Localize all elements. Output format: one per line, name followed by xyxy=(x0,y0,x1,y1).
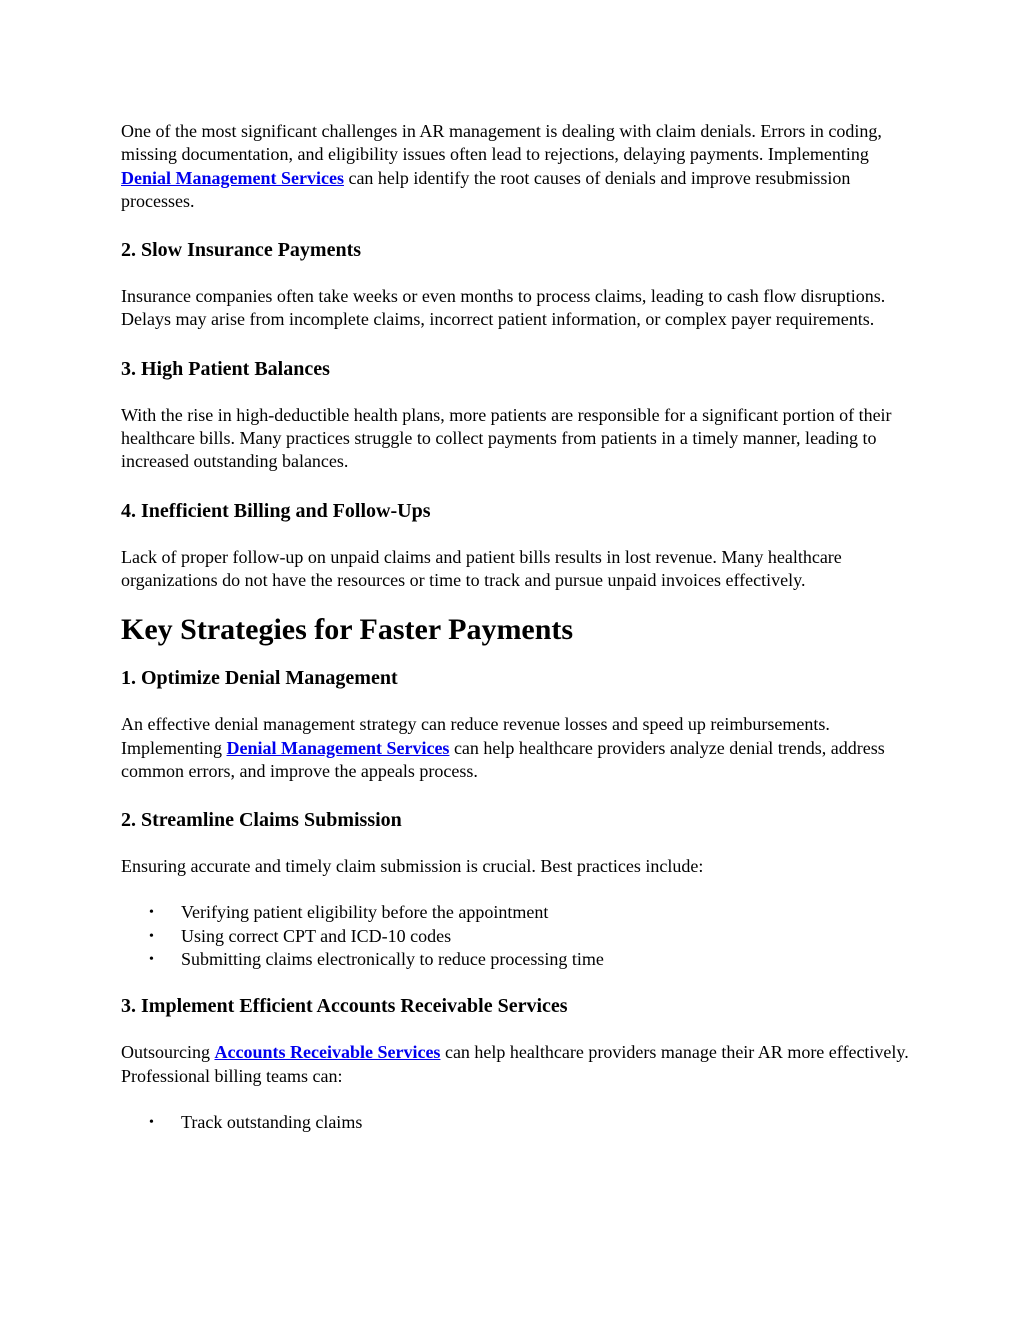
bullet-icon: • xyxy=(149,905,154,921)
strategy-body-accounts-receivable xyxy=(121,1041,911,1088)
billing-team-capabilities-list xyxy=(121,1111,911,1134)
strategy-body-denial-management xyxy=(121,713,911,783)
strategy-heading-denial-management: 1. Optimize Denial Management xyxy=(121,667,398,690)
strategy-heading-claims-submission: 2. Streamline Claims Submission xyxy=(121,809,402,832)
bullet-icon: • xyxy=(149,952,154,968)
strategy3-text-end: can help healthcare providers manage their AR more effectively. Professional billing teams can: xyxy=(121,1042,909,1086)
denial-management-services-link-2[interactable]: Denial Management Services xyxy=(226,737,450,758)
list-item-text: Submitting claims electronically to reduce processing time xyxy=(181,949,604,970)
list-item-text: Using correct CPT and ICD-10 codes xyxy=(181,925,452,946)
strategies-section-title: Key Strategies for Faster Payments xyxy=(121,613,574,647)
list-item xyxy=(121,925,911,948)
bullet-icon: • xyxy=(149,928,154,944)
challenge-heading-slow-insurance: 2. Slow Insurance Payments xyxy=(121,239,362,262)
bullet-icon: • xyxy=(149,1114,154,1130)
list-item xyxy=(121,901,911,924)
list-item xyxy=(121,1111,911,1134)
accounts-receivable-services-link[interactable]: Accounts Receivable Services xyxy=(214,1042,441,1063)
challenge-body-patient-balances: With the rise in high-deductible health plans, more patients are responsible for a significant portion of their healthcare bills. Many practices struggle to collect payments from patients in a timely manner, leading to increased outstanding balances. xyxy=(121,404,892,472)
document-page xyxy=(121,120,911,1134)
challenge-body-inefficient-billing: Lack of proper follow-up on unpaid claims and patient bills results in lost revenue. Many healthcare organizations do not have the resources or time to track and pursue unpaid invoices effectively. xyxy=(121,546,842,590)
challenge-heading-inefficient-billing: 4. Inefficient Billing and Follow-Ups xyxy=(121,499,431,522)
strategy-heading-accounts-receivable: 3. Implement Efficient Accounts Receivable Services xyxy=(121,995,568,1018)
intro-paragraph xyxy=(121,120,911,213)
list-item xyxy=(121,948,911,971)
intro-text-start: One of the most significant challenges in AR management is dealing with claim denials. Errors in coding, missing documentation, and eligibility issues often lead to rejections, delaying payments. Implementing xyxy=(121,121,882,165)
list-item-text: Track outstanding claims xyxy=(181,1111,363,1132)
strategy1-text-start: An effective denial management strategy can reduce revenue losses and speed up reimbursements. Implementing xyxy=(121,714,830,758)
list-item-text: Verifying patient eligibility before the appointment xyxy=(181,902,549,923)
challenge-body-slow-insurance: Insurance companies often take weeks or even months to process claims, leading to cash flow disruptions. Delays may arise from incomplete claims, incorrect patient information, or complex payer requirements. xyxy=(121,286,886,330)
claims-best-practices-list xyxy=(121,901,911,971)
strategy-body-claims-submission: Ensuring accurate and timely claim submission is crucial. Best practices include: xyxy=(121,856,704,877)
denial-management-services-link[interactable]: Denial Management Services xyxy=(121,167,344,188)
challenge-heading-patient-balances: 3. High Patient Balances xyxy=(121,357,330,380)
intro-text-end: can help identify the root causes of denials and improve resubmission processes. xyxy=(121,167,851,211)
strategy1-text-end: can help healthcare providers analyze denial trends, address common errors, and improve the appeals process. xyxy=(121,737,885,781)
strategy3-text-start: Outsourcing xyxy=(121,1042,215,1063)
